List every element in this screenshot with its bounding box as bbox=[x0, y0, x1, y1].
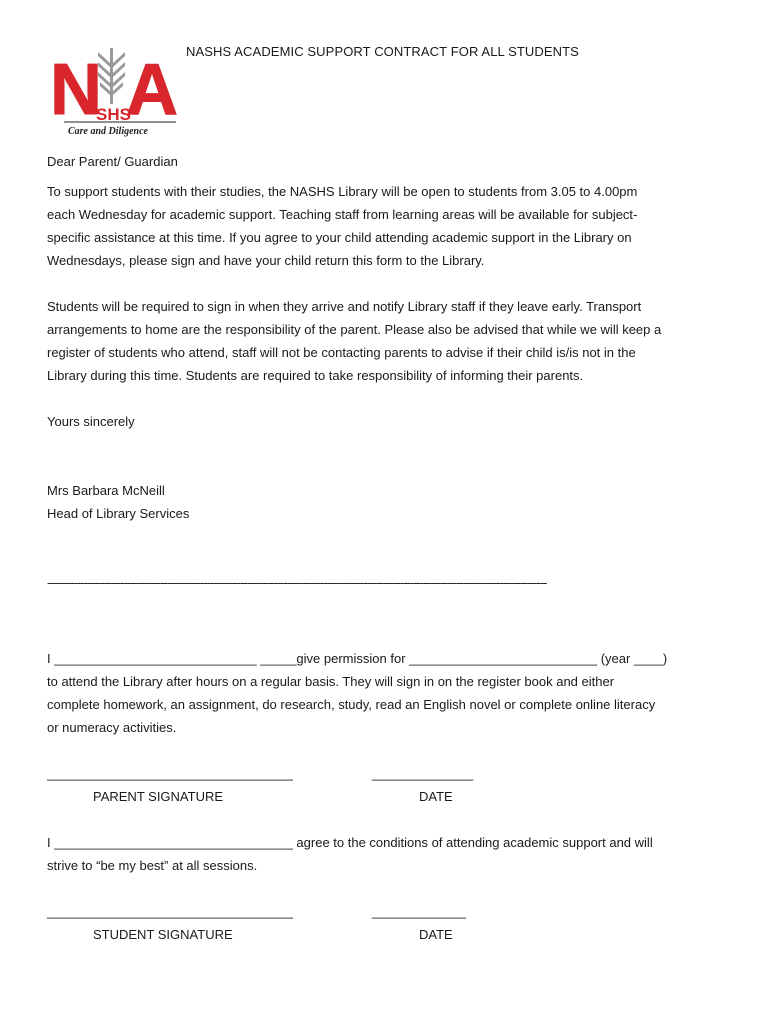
logo-motto: Care and Diligence bbox=[68, 126, 148, 137]
school-logo bbox=[50, 42, 178, 138]
wheat-icon bbox=[98, 48, 125, 104]
parent-signature-labels bbox=[47, 785, 737, 808]
parent-signature-field[interactable]: __________________________________ bbox=[47, 766, 293, 781]
student-signature-label: STUDENT SIGNATURE bbox=[93, 927, 233, 942]
paragraph-rules: Students will be required to sign in when they arrive and notify Library staff if they leave early. Transport arrangements to home are the responsibility of the parent. Please also be advised that while we will keep a register of students who attend, staff will not be contacting parents to advise if their child is/is not in the Library during this time. Students are required to take responsibility of informing their parents. bbox=[47, 299, 662, 383]
cut-line-divider: ------------------------------------------------------------------------------------------------------------------------------------------------------ bbox=[47, 575, 547, 590]
parent-date-label: DATE bbox=[419, 789, 453, 804]
letter-body bbox=[47, 150, 737, 946]
logo-letter-n: N bbox=[50, 50, 102, 130]
parent-signature-label: PARENT SIGNATURE bbox=[93, 789, 224, 804]
student-date-field[interactable]: _____________ bbox=[372, 904, 466, 919]
salutation: Dear Parent/ Guardian bbox=[47, 154, 178, 169]
permission-section: I ____________________________ _____give permission for __________________________ (year ____) to attend the Library after hours on a regular basis. They will sign in on the register book and either complete homework, an assignment, do research, study, read an English novel or complete online literacy or numeracy activities. bbox=[47, 647, 737, 739]
permission-line[interactable]: I ____________________________ _____give permission for __________________________ (year ____) bbox=[47, 651, 668, 666]
parent-signature-row bbox=[47, 762, 737, 785]
student-agreement-line[interactable]: I _________________________________ agree to the conditions of attending academic support and will bbox=[47, 835, 653, 850]
parent-date-field[interactable]: ______________ bbox=[372, 766, 474, 781]
document-title: NASHS ACADEMIC SUPPORT CONTRACT FOR ALL STUDENTS bbox=[186, 44, 579, 59]
student-date-label: DATE bbox=[419, 927, 453, 942]
closing: Yours sincerely bbox=[47, 414, 135, 429]
student-signature-row bbox=[47, 900, 737, 923]
student-agreement-section: I _________________________________ agree to the conditions of attending academic support and will strive to “be my best” at all sessions. bbox=[47, 831, 737, 877]
student-signature-labels bbox=[47, 923, 737, 946]
signer-title: Head of Library Services bbox=[47, 506, 190, 521]
paragraph-intro: To support students with their studies, the NASHS Library will be open to students from 3.05 to 4.00pm each Wednesday for academic support. Teaching staff from learning areas will be available for subject- specific assistance at this time. If you agree to your child attending academic support in the Library on Wednesdays, please sign and have your child return this form to the Library. bbox=[47, 184, 638, 268]
logo-letter-a: A bbox=[126, 50, 178, 130]
student-signature-field[interactable]: __________________________________ bbox=[47, 904, 293, 919]
logo-sub-letters: SHS bbox=[96, 105, 131, 124]
signer-name: Mrs Barbara McNeill bbox=[47, 483, 165, 498]
